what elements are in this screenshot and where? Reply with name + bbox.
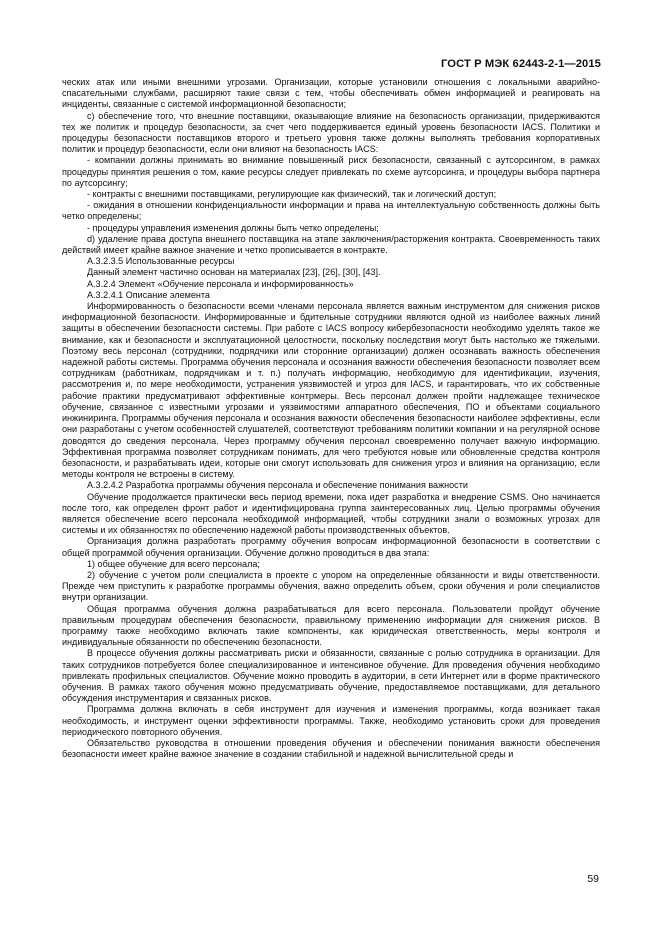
section-heading: А.3.2.4 Элемент «Обучение персонала и информированность»	[87, 278, 354, 289]
paragraph: Обязательство руководства в отношении проведения обучения и обеспечении понимания важности обеспечения безопасности имеет крайне важное значение в создании стабильной и надежной вычислительной среды и	[62, 737, 600, 760]
paragraph: Данный элемент частично основан на материалах [23], [26], [30], [43].	[87, 267, 381, 278]
list-item: - процедуры управления изменения должны быть четко определены;	[87, 222, 379, 233]
paragraph: Организация должна разработать программу обучения вопросам информационной безопасности в соответствии с общей программой обучения организации. Обучение должно проводиться в два этапа:	[62, 536, 600, 558]
section-heading: А.3.2.3.5 Использованные ресурсы	[87, 256, 235, 267]
paragraph: Программа должна включать в себя инструмент для изучения и изменения программы, когда возникает такая необходимость, и инструмент оценки эффективности программы. Также, необходимо установить сроки для проведения периодического повторного обучения.	[62, 704, 600, 737]
paragraph: Обучение продолжается практически весь период времени, пока идет разработка и внедрение CSMS. Оно начинается после того, как определен фронт работ и идентифицирована группа заинтересованных лиц. Целью программы обучения является обеспечение всего персонала необходимой информацией, чтобы сотрудники знали о возможных угрозах для системы и их обязанностях по обеспечению надежной работы производственных объектов.	[62, 491, 600, 536]
standard-header: ГОСТ Р МЭК 62443-2-1—2015	[440, 58, 601, 70]
paragraph: Общая программа обучения должна разрабатываться для всего персонала. Пользователи пройдут обучение правильным процедурам обеспечения безопасности, правильному применению информации для снижения рисков. В программу также необходимо включать такие компоненты, как юридическая ответственность, меры контроля и индивидуальные обязанности по обеспечению безопасности.	[62, 603, 600, 648]
list-item: 2) обучение с учетом роли специалиста в проекте с упором на определенные обязанности и виды ответственности. Прежде чем приступить к разработке программы обучения, важно определить объем, сроки обучения и роли специалистов внутри организации.	[62, 569, 600, 603]
page-body	[62, 77, 600, 760]
paragraph: В процессе обучения должны рассматривать риски и обязанности, связанные с ролью сотрудника в организации. Для таких сотрудников потребуется более специализированное и интенсивное обучение. Для проведения обучения необходимо привлекать профильных специалистов. Обучение можно проводить в аудитории, в сети Интернет или в форме практического обучения. В рамках такого обучения можно предусматривать обучение, предоставляемое поставщиками, для детального обсуждения инструментария и связанных рисков.	[62, 648, 600, 704]
paragraph: Информированность о безопасности всеми членами персонала является важным инструментом для снижения рисков информационной безопасности. Информированные и бдительные сотрудники являются одной из наиболее важных линий защиты в обеспечении безопасности системы. При работе с IACS вопросу кибербезопасности необходимо уделять такое же внимание, как и безопасности и эксплуатационной целостности, поскольку последствия могут быть настолько же тяжелыми. Поэтому весь персонал (сотрудники, подрядчики или сторонние организации) должен осознавать важность обеспечения надежной работы системы. Программа обучения персонала и осознания важности обеспечения безопасности позволяет всем сотрудникам (работникам, подрядчикам и т. п.) получать информацию, необходимую для идентификации, изучения, рассмотрения и, по мере необходимости, устранения уязвимостей и угроз для IACS, и гарантировать, что их собственные рабочие практики предусматривают эффективные контрмеры. Весь персонал должен пройти надлежащее техническое обучение, связанное с известными угрозами и уязвимостями аппаратного обеспечения, ПО и объектами социального инжиниринга. Программы обучения персонала и осознания важности обеспечения безопасности наиболее эффективны, если они разработаны с учетом особенностей слушателей, соответствуют требованиям политики компании и на регулярной основе доводятся до сведения персонала. Через программу обучения персонал своевременно получает важную информацию. Эффективная программа позволяет сотрудникам понимать, для чего требуются новые или обновленные средства контроля безопасности, и разрабатывать идеи, которые они смогут использовать для снижения угроз и влияния на организацию, если методы контроля не встроены в систему.	[62, 301, 600, 480]
list-item: - контракты с внешними поставщиками, регулирующие как физический, так и логический доступ;	[87, 189, 497, 200]
list-item: 1) общее обучение для всего персонала;	[87, 558, 260, 569]
section-heading: А.3.2.4.2 Разработка программы обучения персонала и обеспечение понимания важности	[87, 480, 468, 491]
list-item: - компании должны принимать во внимание повышенный риск безопасности, связанный с аутсорсингом, в рамках процедуры принятия решения о том, какие ресурсы следует привлекать по схеме аутсорсинга, и процедуры выбора партнера по аутсорсингу;	[62, 155, 600, 188]
page-number: 59	[587, 873, 599, 885]
section-heading: А.3.2.4.1 Описание элемента	[87, 289, 210, 300]
paragraph: с) обеспечение того, что внешние поставщики, оказывающие влияние на безопасность организации, придерживаются тех же политик и процедур безопасности, за счет чего поддерживается единый уровень безопасности IACS. Политики и процедуры безопасности поставщиков второго и третьего уровня также должны выполнять требования корпоративных политик и процедур безопасности, если они влияют на безопасность IACS:	[62, 110, 600, 155]
list-item: - ожидания в отношении конфиденциальности информации и права на интеллектуальную собственность должны быть четко определены;	[62, 200, 600, 222]
paragraph: d) удаление права доступа внешнего поставщика на этапе заключения/расторжения контракта. Своевременность таких действий имеет крайне важное значение и четко прописывается в контракте.	[62, 233, 600, 256]
paragraph: ческих атак или иными внешними угрозами. Организации, которые установили отношения с локальными аварийно-спасательными службами, расширяют такие связи с тем, чтобы обеспечивать обмен информацией и реагировать на инциденты, связанные с системой информационной безопасности;	[62, 77, 600, 110]
